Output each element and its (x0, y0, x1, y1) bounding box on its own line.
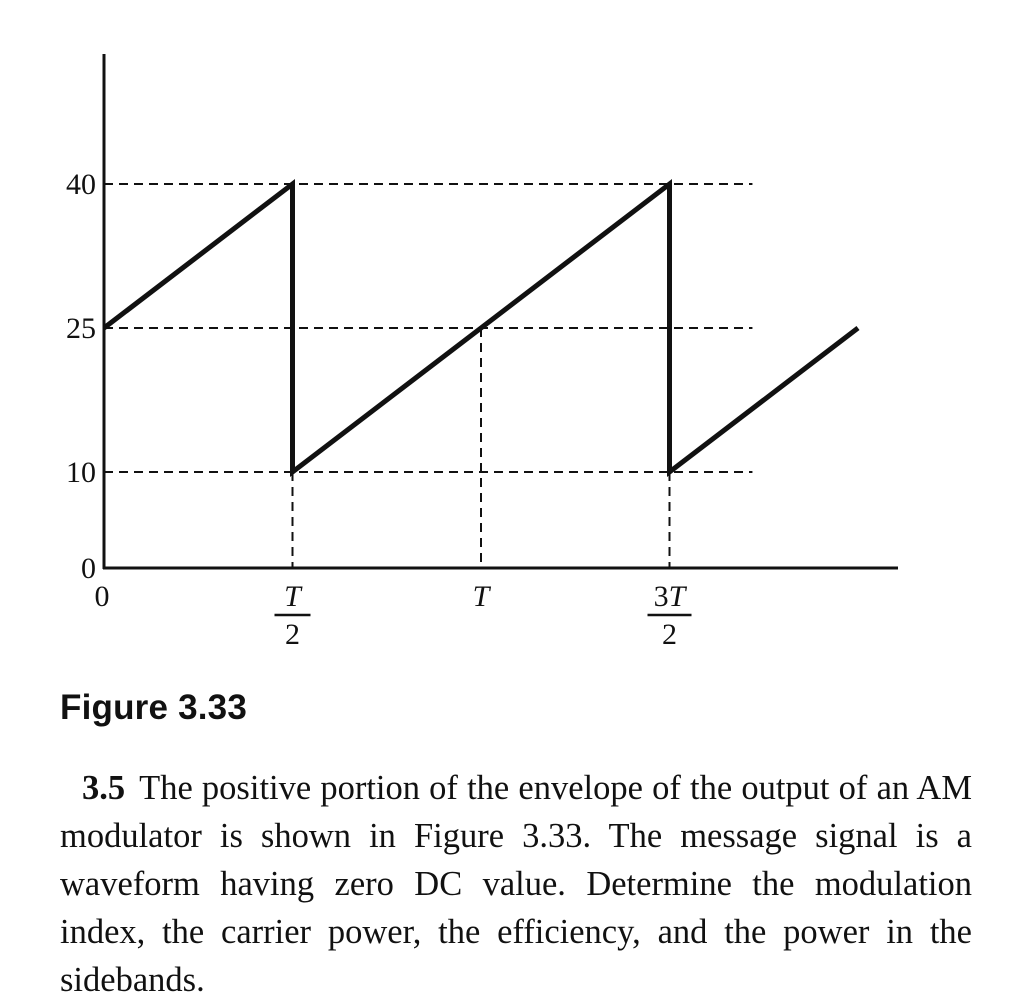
x-tick-label-3t-half-numerator: 3T (653, 580, 686, 613)
x-tick-label-3t-half-denominator: 2 (662, 618, 677, 651)
problem-statement (60, 764, 972, 1004)
y-tick-label-10: 10 (66, 456, 96, 489)
x-tick-label-3t-half (648, 580, 692, 651)
problem-text: The positive portion of the envelope of the output of an AM modulator is shown in Figure 3.33. The message signal is a waveform having zero DC value. Determine the modulation index, the carrier power, the efficiency, and the power in the sidebands. (60, 769, 972, 999)
y-tick-label-25: 25 (66, 312, 96, 345)
y-tick-label-40: 40 (66, 168, 96, 201)
x-tick-label-0: 0 (94, 580, 110, 613)
problem-number: 3.5 (82, 769, 126, 807)
figure-caption: Figure 3.33 (60, 688, 247, 727)
x-tick-label-t-half-numerator: T (284, 580, 301, 613)
x-tick-label-t: T (472, 580, 490, 613)
x-tick-label-t-half (275, 580, 311, 651)
x-tick-label-t-half-denominator: 2 (285, 618, 300, 651)
guide-lines (104, 184, 752, 568)
y-tick-label-0: 0 (81, 552, 96, 585)
